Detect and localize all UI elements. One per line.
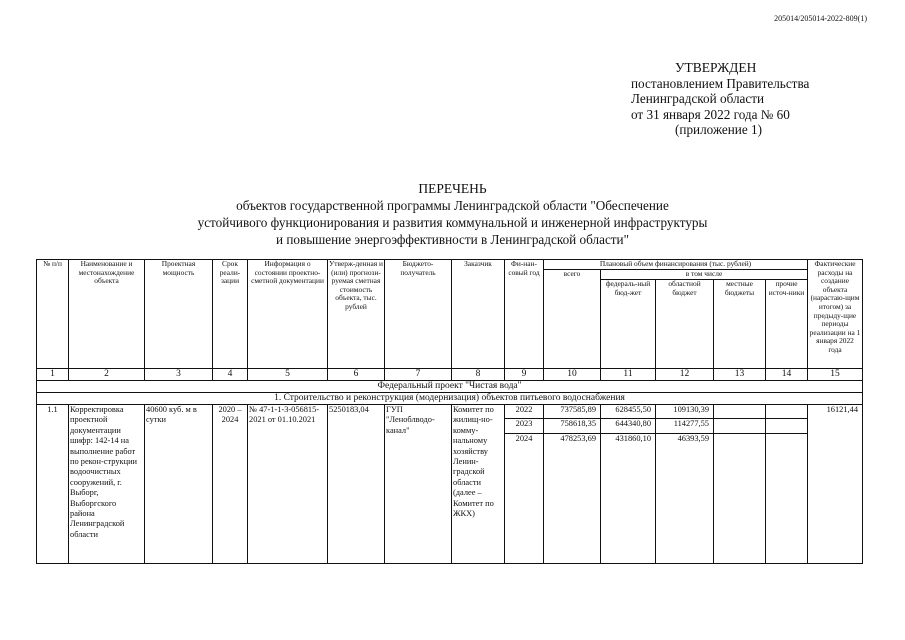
heading-line-1: объектов государственной программы Ленинградской области "Обеспечение — [236, 198, 669, 213]
row-local — [714, 419, 766, 434]
column-number: 3 — [145, 369, 213, 381]
header-cost: Утверж-денная и (или) прогнози-руемая сметная стоимость объекта, тыс. рублей — [328, 260, 385, 369]
document-heading — [0, 180, 905, 248]
column-number: 7 — [385, 369, 452, 381]
row-other — [766, 434, 808, 564]
column-number: 13 — [714, 369, 766, 381]
column-number: 10 — [544, 369, 601, 381]
header-regional: областной бюджет — [656, 280, 714, 369]
row-recipient: ГУП "Леноблводо-канал" — [385, 405, 452, 564]
column-number: 12 — [656, 369, 714, 381]
row-regional: 109130,39 — [656, 405, 714, 419]
table-row — [37, 405, 863, 419]
header-including: в том числе — [601, 270, 808, 280]
approval-title: УТВЕРЖДЕН — [675, 60, 757, 75]
header-num: № п/п — [37, 260, 69, 369]
approval-block — [631, 60, 831, 138]
row-regional: 114277,55 — [656, 419, 714, 434]
column-number: 2 — [69, 369, 145, 381]
approval-line-1: постановлением Правительства — [631, 75, 810, 91]
row-year: 2022 — [505, 405, 544, 419]
approval-appendix: (приложение 1) — [675, 122, 762, 138]
row-federal: 431860,10 — [601, 434, 656, 564]
heading-line-3: и повышение энергоэффективности в Ленинградской области" — [275, 232, 629, 247]
row-year: 2023 — [505, 419, 544, 434]
approval-line-3: от 31 января 2022 года № 60 — [631, 106, 790, 122]
row-year: 2024 — [505, 434, 544, 564]
header-total: всего — [544, 270, 601, 369]
row-total: 758618,35 — [544, 419, 601, 434]
column-number: 4 — [213, 369, 248, 381]
header-local: местные бюджеты — [714, 280, 766, 369]
row-period: 2020 – 2024 — [213, 405, 248, 564]
row-docs: № 47-1-1-3-056815-2021 от 01.10.2021 — [248, 405, 328, 564]
approval-line-2: Ленинградской области — [631, 91, 765, 107]
header-federal: федераль-ный бюд-жет — [601, 280, 656, 369]
column-number: 9 — [505, 369, 544, 381]
row-federal: 628455,50 — [601, 405, 656, 419]
header-customer: Заказчик — [452, 260, 505, 369]
row-customer: Комитет по жилищ-но-комму-нальному хозяйству Ленин-градской области (далее – Комитет по ЖКХ) — [452, 405, 505, 564]
column-number: 11 — [601, 369, 656, 381]
column-number: 5 — [248, 369, 328, 381]
row-capacity: 40600 куб. м в сутки — [145, 405, 213, 564]
heading-title: ПЕРЕЧЕНЬ — [418, 181, 487, 196]
row-actual: 16121,44 — [808, 405, 863, 564]
section-row: 1. Строительство и реконструкция (модернизация) объектов питьевого водоснабжения — [37, 393, 863, 405]
column-number: 15 — [808, 369, 863, 381]
row-object-name: Корректировка проектной документации шифр: 142-14 на выполнение работ по рекон-струкции водоочистных сооружений, г. Выборг, Выборгского района Ленинградской области — [69, 405, 145, 564]
document-id: 205014/205014-2022-809(1) — [774, 14, 867, 23]
row-total: 737585,89 — [544, 405, 601, 419]
header-plan-group: Плановый объем финансирования (тыс. рублей) — [544, 260, 808, 270]
row-local — [714, 434, 766, 564]
header-period: Срок реали-зации — [213, 260, 248, 369]
row-local — [714, 405, 766, 419]
column-number: 1 — [37, 369, 69, 381]
row-total: 478253,69 — [544, 434, 601, 564]
header-actual: Фактические расходы на создание объекта (нарастаю-щим итогом) за предыду-щие периоды реализации на 1 января 2022 года — [808, 260, 863, 369]
header-year: Фи-нан-совый год — [505, 260, 544, 369]
objects-table — [36, 259, 863, 564]
header-recipient: Бюджето-получатель — [385, 260, 452, 369]
header-capacity: Проектная мощность — [145, 260, 213, 369]
row-other — [766, 405, 808, 419]
column-number-row — [37, 369, 863, 381]
row-num: 1.1 — [37, 405, 69, 564]
column-number: 6 — [328, 369, 385, 381]
row-cost: 5250183,04 — [328, 405, 385, 564]
row-federal: 644340,80 — [601, 419, 656, 434]
row-other — [766, 419, 808, 434]
row-regional: 46393,59 — [656, 434, 714, 564]
header-docs: Информация о состоянии проектно-сметной документации — [248, 260, 328, 369]
header-name: Наименование и местонахождение объекта — [69, 260, 145, 369]
heading-line-2: устойчивого функционирования и развития коммунальной и инженерной инфраструктуры — [197, 215, 708, 230]
column-number: 14 — [766, 369, 808, 381]
header-other: прочие источ-ники — [766, 280, 808, 369]
column-number: 8 — [452, 369, 505, 381]
federal-project-row: Федеральный проект "Чистая вода" — [37, 381, 863, 393]
